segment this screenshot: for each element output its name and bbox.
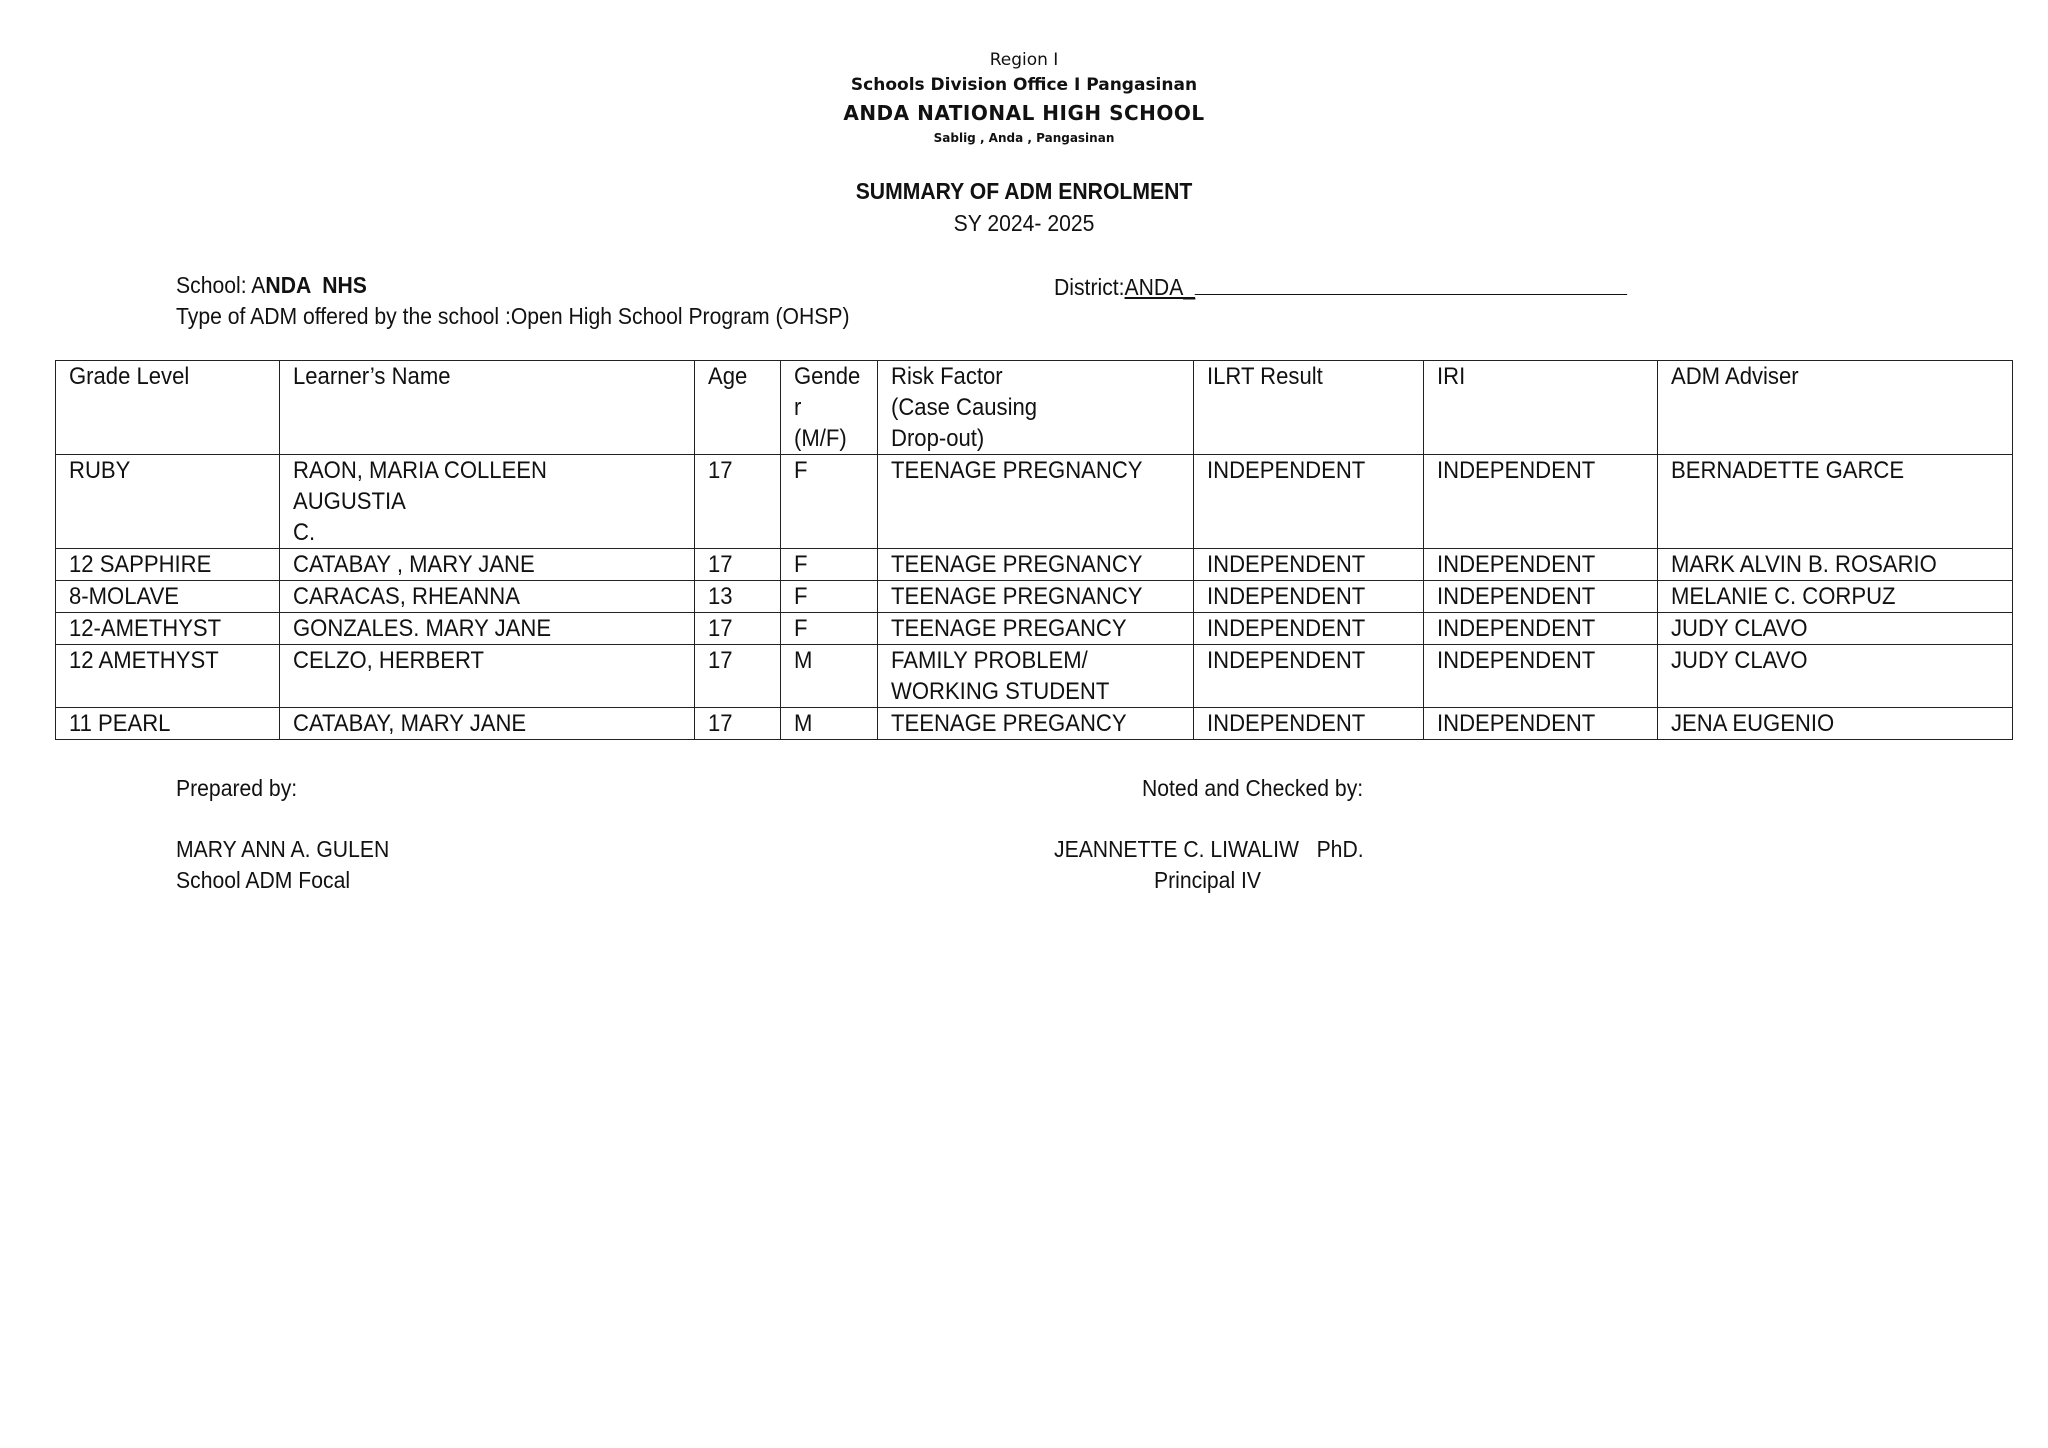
cell-risk-factor: FAMILY PROBLEM/ WORKING STUDENT	[878, 645, 1194, 708]
cell-adm-adviser: BERNADETTE GARCE	[1658, 455, 2013, 549]
cell-age: 17	[695, 708, 781, 740]
cell-grade-level: 12 SAPPHIRE	[56, 549, 280, 581]
school-address: Sablig , Anda , Pangasinan	[933, 131, 1115, 145]
cell-ilrt-result: INDEPENDENT	[1194, 613, 1424, 645]
header-risk-factor: Risk Factor (Case Causing Drop-out)	[878, 361, 1194, 455]
header-gender: Gende r (M/F)	[781, 361, 878, 455]
cell-grade-level: 12 AMETHYST	[56, 645, 280, 708]
header-iri: IRI	[1424, 361, 1658, 455]
cell-iri: INDEPENDENT	[1424, 708, 1658, 740]
noted-by-title: Principal IV	[1154, 867, 1262, 893]
school-name: ANDA NATIONAL HIGH SCHOOL	[843, 101, 1205, 125]
table-row	[56, 455, 2013, 549]
cell-adm-adviser: JENA EUGENIO	[1658, 708, 2013, 740]
cell-adm-adviser: JUDY CLAVO	[1658, 645, 2013, 708]
header-learner-name: Learner’s Name	[280, 361, 695, 455]
cell-gender: F	[781, 455, 878, 549]
cell-age: 17	[695, 645, 781, 708]
table-row	[56, 708, 2013, 740]
cell-iri: INDEPENDENT	[1424, 613, 1658, 645]
cell-risk-factor: TEENAGE PREGANCY	[878, 708, 1194, 740]
cell-ilrt-result: INDEPENDENT	[1194, 581, 1424, 613]
cell-grade-level: 8-MOLAVE	[56, 581, 280, 613]
district-field	[1054, 272, 1628, 301]
cell-learner-name: CARACAS, RHEANNA	[280, 581, 695, 613]
cell-ilrt-result: INDEPENDENT	[1194, 645, 1424, 708]
school-value: NDA NHS	[265, 272, 367, 298]
header-grade-level: Grade Level	[56, 361, 280, 455]
header-age: Age	[695, 361, 781, 455]
cell-age: 17	[695, 613, 781, 645]
cell-gender: F	[781, 613, 878, 645]
cell-learner-name: RAON, MARIA COLLEEN AUGUSTIA C.	[280, 455, 695, 549]
school-field	[176, 272, 367, 299]
cell-adm-adviser: MELANIE C. CORPUZ	[1658, 581, 2013, 613]
cell-gender: F	[781, 581, 878, 613]
cell-adm-adviser: MARK ALVIN B. ROSARIO	[1658, 549, 2013, 581]
enrolment-table	[55, 360, 2013, 740]
cell-age: 17	[695, 455, 781, 549]
cell-ilrt-result: INDEPENDENT	[1194, 708, 1424, 740]
prepared-by-name: MARY ANN A. GULEN	[176, 836, 390, 862]
table-row	[56, 581, 2013, 613]
cell-learner-name: CATABAY , MARY JANE	[280, 549, 695, 581]
noted-by-name: JEANNETTE C. LIWALIW PhD.	[1054, 836, 1364, 862]
cell-iri: INDEPENDENT	[1424, 455, 1658, 549]
cell-gender: M	[781, 708, 878, 740]
school-label: School: A	[176, 272, 266, 298]
document-title: SUMMARY OF ADM ENROLMENT	[855, 178, 1193, 204]
header-ilrt-result: ILRT Result	[1194, 361, 1424, 455]
table-row	[56, 645, 2013, 708]
cell-adm-adviser: JUDY CLAVO	[1658, 613, 2013, 645]
cell-risk-factor: TEENAGE PREGNANCY	[878, 455, 1194, 549]
cell-risk-factor: TEENAGE PREGANCY	[878, 613, 1194, 645]
cell-risk-factor: TEENAGE PREGNANCY	[878, 581, 1194, 613]
adm-type: Type of ADM offered by the school :Open High School Program (OHSP)	[176, 303, 850, 329]
table-header-row	[56, 361, 2013, 455]
prepared-by-label: Prepared by:	[176, 775, 298, 801]
cell-gender: F	[781, 549, 878, 581]
cell-grade-level: RUBY	[56, 455, 280, 549]
region-label: Region I	[989, 50, 1059, 70]
cell-iri: INDEPENDENT	[1424, 581, 1658, 613]
cell-iri: INDEPENDENT	[1424, 549, 1658, 581]
cell-grade-level: 12-AMETHYST	[56, 613, 280, 645]
division-label: Schools Division Office I Pangasinan	[850, 75, 1198, 95]
cell-risk-factor: TEENAGE PREGNANCY	[878, 549, 1194, 581]
noted-by-label: Noted and Checked by:	[1142, 775, 1364, 801]
table-row	[56, 549, 2013, 581]
table-row	[56, 613, 2013, 645]
cell-grade-level: 11 PEARL	[56, 708, 280, 740]
header-adm-adviser: ADM Adviser	[1658, 361, 2013, 455]
cell-ilrt-result: INDEPENDENT	[1194, 549, 1424, 581]
cell-learner-name: CATABAY, MARY JANE	[280, 708, 695, 740]
cell-learner-name: CELZO, HERBERT	[280, 645, 695, 708]
cell-gender: M	[781, 645, 878, 708]
cell-learner-name: GONZALES. MARY JANE	[280, 613, 695, 645]
prepared-by-title: School ADM Focal	[176, 867, 351, 893]
cell-iri: INDEPENDENT	[1424, 645, 1658, 708]
district-value: ANDA_	[1124, 274, 1196, 300]
district-label: District:	[1054, 274, 1125, 300]
school-year: SY 2024- 2025	[953, 210, 1095, 236]
cell-age: 13	[695, 581, 781, 613]
cell-age: 17	[695, 549, 781, 581]
district-underline	[1195, 272, 1627, 295]
cell-ilrt-result: INDEPENDENT	[1194, 455, 1424, 549]
